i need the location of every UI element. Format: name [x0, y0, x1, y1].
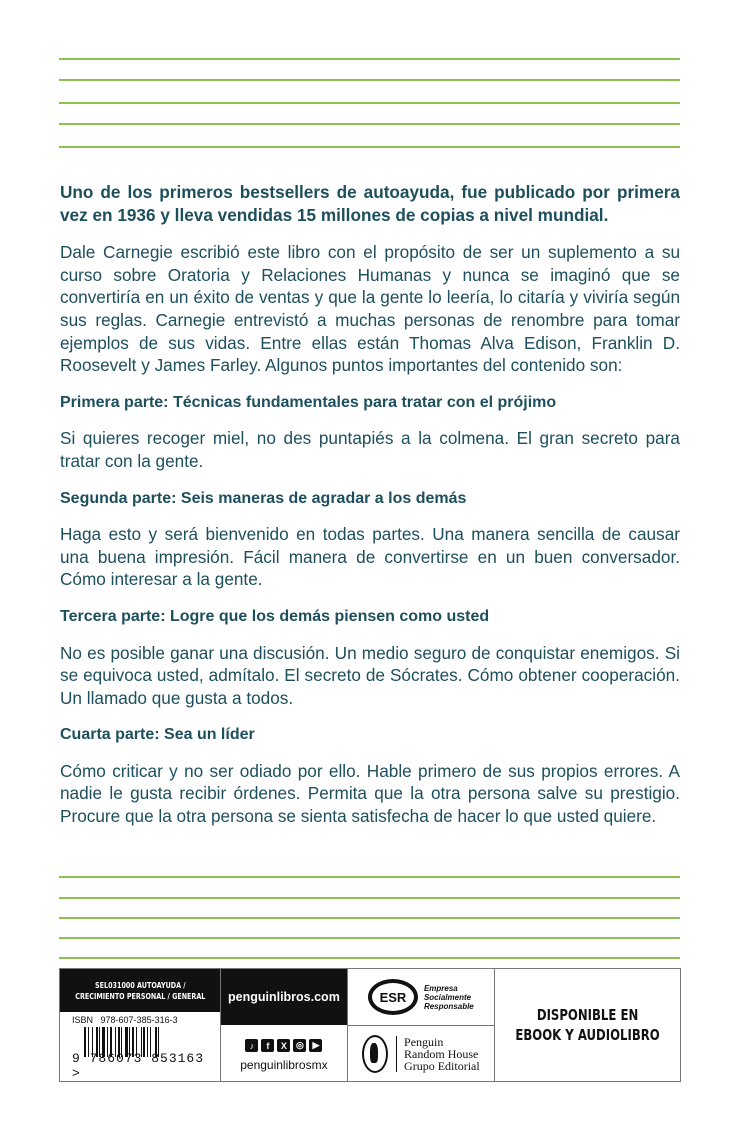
decorative-rule: [59, 102, 680, 104]
availability-text: DISPONIBLE EN: [536, 1006, 639, 1024]
section-body: Haga esto y será bienvenido en todas partes. Una manera sencilla de causar una buena impresión. Fácil manera de convertirse en un buen conversador. Cómo interesar a la gente.: [60, 524, 680, 590]
isbn-text: [60, 1012, 220, 1025]
category-line: SEL031000 AUTOAYUDA /: [94, 980, 186, 990]
isbn-column: [60, 969, 221, 1081]
esr-text: Empresa: [423, 983, 458, 993]
barcode-digits: 9 786073 853163 >: [72, 1051, 205, 1081]
decorative-rule: [59, 897, 680, 899]
decorative-rule: [59, 937, 680, 939]
intro-text: Uno de los primeros bestsellers de autoayuda, fue publicado por primera vez en 1936 y lleva vendidas 15 millones de copias a nivel mundial.: [60, 182, 680, 225]
publisher-text: Random House: [404, 1046, 479, 1061]
decorative-rule: [59, 58, 680, 60]
youtube-icon[interactable]: ▶: [309, 1039, 322, 1052]
availability-column: [495, 969, 680, 1081]
esr-logo: ESR: [368, 979, 418, 1015]
section-heading: Primera parte: Técnicas fundamentales para tratar con el prójimo: [60, 393, 557, 411]
decorative-rule: [59, 146, 680, 148]
section-heading: Cuarta parte: Sea un líder: [60, 726, 255, 744]
web-column: [221, 969, 348, 1081]
social-handle: penguinlibrosmx: [240, 1058, 328, 1072]
decorative-rule: [59, 957, 680, 959]
esr-text: Socialmente: [423, 992, 472, 1002]
section-body: No es posible ganar una discusión. Un medio seguro de conquistar enemigos. Si se equivoca usted, admítalo. El secreto de Sócrates. Cómo obtener cooperación. Un llamado que gusta a todos.: [60, 642, 680, 708]
publisher-text: Penguin: [404, 1034, 444, 1049]
esr-text: Responsable: [423, 1001, 474, 1011]
tiktok-icon[interactable]: ♪: [245, 1039, 258, 1052]
decorative-rule: [59, 917, 680, 919]
isbn-label: ISBN: [72, 1015, 94, 1025]
category-box: [60, 969, 220, 1012]
isbn-number: 978-607-385-316-3: [100, 1015, 178, 1025]
social-icons: [221, 1039, 347, 1052]
section-heading: Tercera parte: Logre que los demás piensen como usted: [60, 607, 490, 625]
section-heading: Segunda parte: Seis maneras de agradar a los demás: [60, 489, 467, 507]
decorative-rule: [59, 79, 680, 81]
website-link[interactable]: penguinlibros.com: [228, 990, 340, 1004]
decorative-rule: [59, 123, 680, 125]
category-line: CRECIMIENTO PERSONAL / GENERAL: [74, 991, 206, 1001]
publisher-text: Grupo Editorial: [404, 1058, 480, 1073]
penguin-icon: [362, 1035, 388, 1073]
availability-text: EBOOK Y AUDIOLIBRO: [515, 1026, 660, 1044]
facebook-icon[interactable]: f: [261, 1039, 274, 1052]
footer-info-box: [59, 968, 681, 1082]
instagram-icon[interactable]: ◎: [293, 1039, 306, 1052]
publisher-column: [348, 969, 495, 1081]
publisher-logo: [348, 1026, 494, 1081]
decorative-rule: [59, 876, 680, 878]
esr-badge: [348, 969, 494, 1026]
description-text: Dale Carnegie escribió este libro con el propósito de ser un suplemento a su curso sobre Oratoria y Relaciones Humanas y nunca se imaginó que se convertiría en un éxito de ventas y que la gente lo leería, lo citaría y viviría según sus reglas. Carnegie entrevistó a muchas personas de renombre para tomar ejemplos de sus vidas. Entre ellas están Thomas Alva Edison, Franklin D. Roosevelt y James Farley. Algunos puntos importantes del contenido son:: [60, 242, 680, 376]
section-body: Cómo criticar y no ser odiado por ello. Hable primero de sus propios errores. A nadie le gusta recibir órdenes. Permita que la otra persona salve su prestigio. Procure que la otra persona se sienta satisfecha de hacer lo que usted quiere.: [60, 760, 680, 827]
section-body: Si quieres recoger miel, no des puntapiés a la colmena. El gran secreto para tratar con la gente.: [60, 428, 680, 471]
x-icon[interactable]: X: [277, 1039, 290, 1052]
synopsis: [60, 181, 680, 843]
